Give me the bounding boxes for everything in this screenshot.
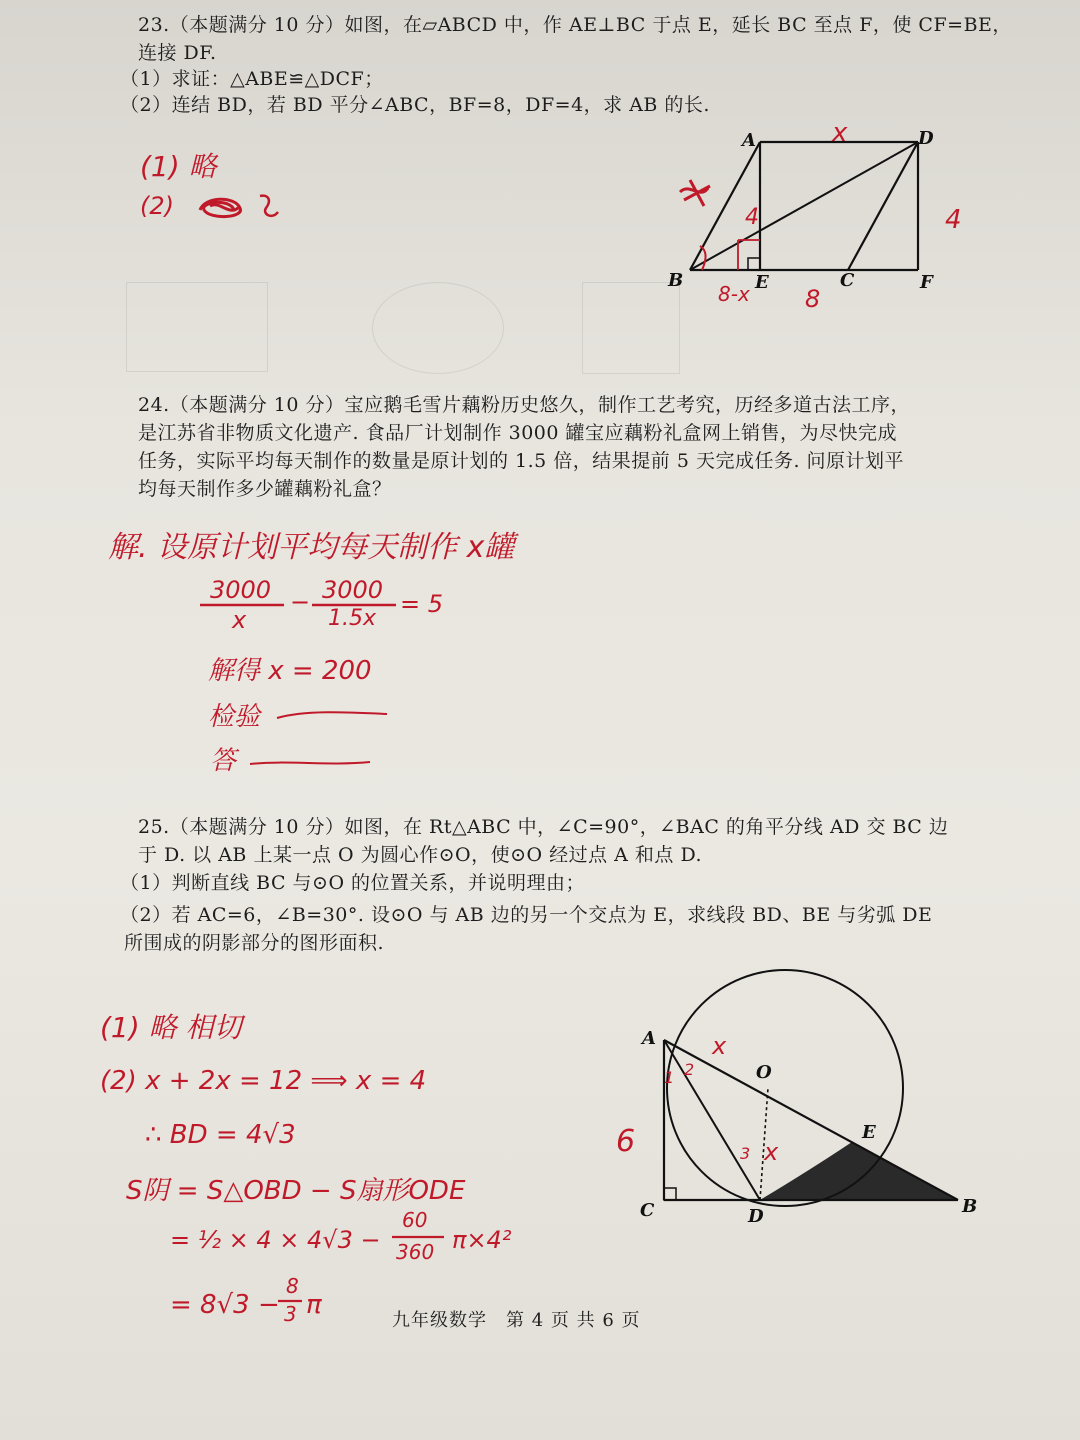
q25-hw-side-6: 6 [616, 1124, 636, 1159]
q25-hw-frac-den: 360 [396, 1240, 435, 1264]
bleed-through-image [126, 282, 268, 372]
q23-hw-ans1: (1) 略 [140, 150, 217, 183]
q24-hw-minus: − [290, 588, 311, 616]
q23-label-C: C [840, 270, 855, 291]
q24-hw-setup: 解. 设原计划平均每天制作 x罐 [108, 530, 515, 565]
q23-label-B: B [668, 270, 684, 291]
q25-hw-frac2-num: 8 [286, 1274, 299, 1298]
q23-part2: （2）连结 BD，若 BD 平分∠ABC，BF=8，DF=4，求 AB 的长. [120, 94, 710, 116]
q25-line1: 25.（本题满分 10 分）如图，在 Rt△ABC 中，∠C=90°，∠BAC 的角平分线 AD 交 BC 边 [138, 816, 949, 838]
q24-hw-frac2-num: 3000 [322, 576, 384, 604]
bleed-through-image [582, 282, 680, 374]
q25-label-A: A [642, 1028, 656, 1049]
q24-line4: 均每天制作多少罐藕粉礼盒？ [138, 478, 392, 500]
q23-label-D: D [918, 128, 934, 149]
q23-line2: 连接 DF. [138, 42, 217, 64]
q23-hw-top-x: x [832, 118, 848, 148]
q24-hw-frac2-den: 1.5x [328, 606, 377, 631]
q23-hw-scribble [190, 188, 310, 228]
q24-hw-check: 检验 [208, 702, 261, 732]
q23-part1: （1）求证：△ABE≌△DCF； [120, 68, 384, 90]
q25-label-D: D [748, 1206, 764, 1227]
q23-line1: 23.（本题满分 10 分）如图，在▱ABCD 中，作 AE⊥BC 于点 E，延长 BC 至点 F，使 CF=BE， [138, 14, 1012, 36]
q25-hw-eq: (2) x + 2x = 12 ⟹ x = 4 [100, 1066, 427, 1096]
q25-hw-area3: = 8√3 − [170, 1290, 280, 1320]
q24-line1: 24.（本题满分 10 分）宝应鹅毛雪片藕粉历史悠久，制作工艺考究，历经多道古法工序， [138, 394, 910, 416]
q25-label-E: E [862, 1122, 876, 1143]
q25-hw-frac-num: 60 [402, 1208, 428, 1232]
q24-hw-equals: = 5 [400, 590, 444, 618]
q25-hw-area2-tail: π×4² [452, 1226, 512, 1254]
q24-hw-frac1-den: x [232, 606, 247, 634]
q25-label-B: B [962, 1196, 978, 1217]
q25-part1: （1）判断直线 BC 与⊙O 的位置关系，并说明理由； [120, 872, 586, 894]
page-footer: 九年级数学 第 4 页 共 6 页 [392, 1310, 641, 1331]
q23-hw-bottom-8x: 8-x [718, 282, 750, 306]
q25-line2: 于 D. 以 AB 上某一点 O 为圆心作⊙O，使⊙O 经过点 A 和点 D. [138, 844, 703, 866]
q25-hw-area1: S阴 = S△OBD − S扇形ODE [126, 1176, 466, 1206]
q23-hw-bottom-8: 8 [805, 285, 821, 313]
q25-hw-ang3: 3 [740, 1144, 751, 1163]
q23-label-A: A [742, 130, 756, 151]
q23-hw-mid-4: 4 [745, 205, 759, 230]
q23-label-F: F [920, 272, 933, 293]
q24-hw-solve: 解得 x = 200 [208, 656, 372, 686]
q24-line3: 任务，实际平均每天制作的数量是原计划的 1.5 倍，结果提前 5 天完成任务. 问原计划平 [138, 450, 905, 472]
q23-hw-ans2: (2) [140, 192, 174, 220]
q25-hw-area3-tail: π [306, 1290, 322, 1320]
bleed-through-text [330, 118, 672, 144]
q25-hw-ang1: 1 [664, 1068, 675, 1087]
q24-hw-answer-line [248, 756, 378, 770]
q25-hw-seg-x: x [712, 1032, 727, 1060]
q25-hw-frac2-den: 3 [284, 1302, 297, 1326]
q24-line2: 是江苏省非物质文化遗产. 食品厂计划制作 3000 罐宝应藕粉礼盒网上销售，为尽快完成 [138, 422, 898, 444]
q25-hw-ans1: (1) 略 相切 [100, 1011, 242, 1044]
q25-label-O: O [756, 1062, 772, 1083]
q23-label-E: E [755, 272, 769, 293]
q25-hw-area2: = ½ × 4 × 4√3 − [170, 1226, 381, 1254]
q25-part2b: 所围成的阴影部分的图形面积. [124, 932, 385, 954]
q25-part2a: （2）若 AC=6，∠B=30°. 设⊙O 与 AB 边的另一个交点为 E，求线段 BD、BE 与劣弧 DE [120, 904, 933, 926]
q25-circle-figure [640, 970, 1000, 1230]
q25-label-C: C [640, 1200, 655, 1221]
q23-hw-side-4: 4 [945, 205, 962, 235]
q24-hw-check-line [275, 708, 395, 722]
q24-hw-answer: 答 [210, 746, 237, 776]
q24-hw-frac1-num: 3000 [210, 576, 272, 604]
bleed-through-image [372, 282, 504, 374]
q25-hw-bd: ∴ BD = 4√3 [145, 1120, 296, 1150]
q25-hw-ang2: 2 [684, 1060, 695, 1079]
q25-hw-seg-x2: x [764, 1138, 779, 1166]
